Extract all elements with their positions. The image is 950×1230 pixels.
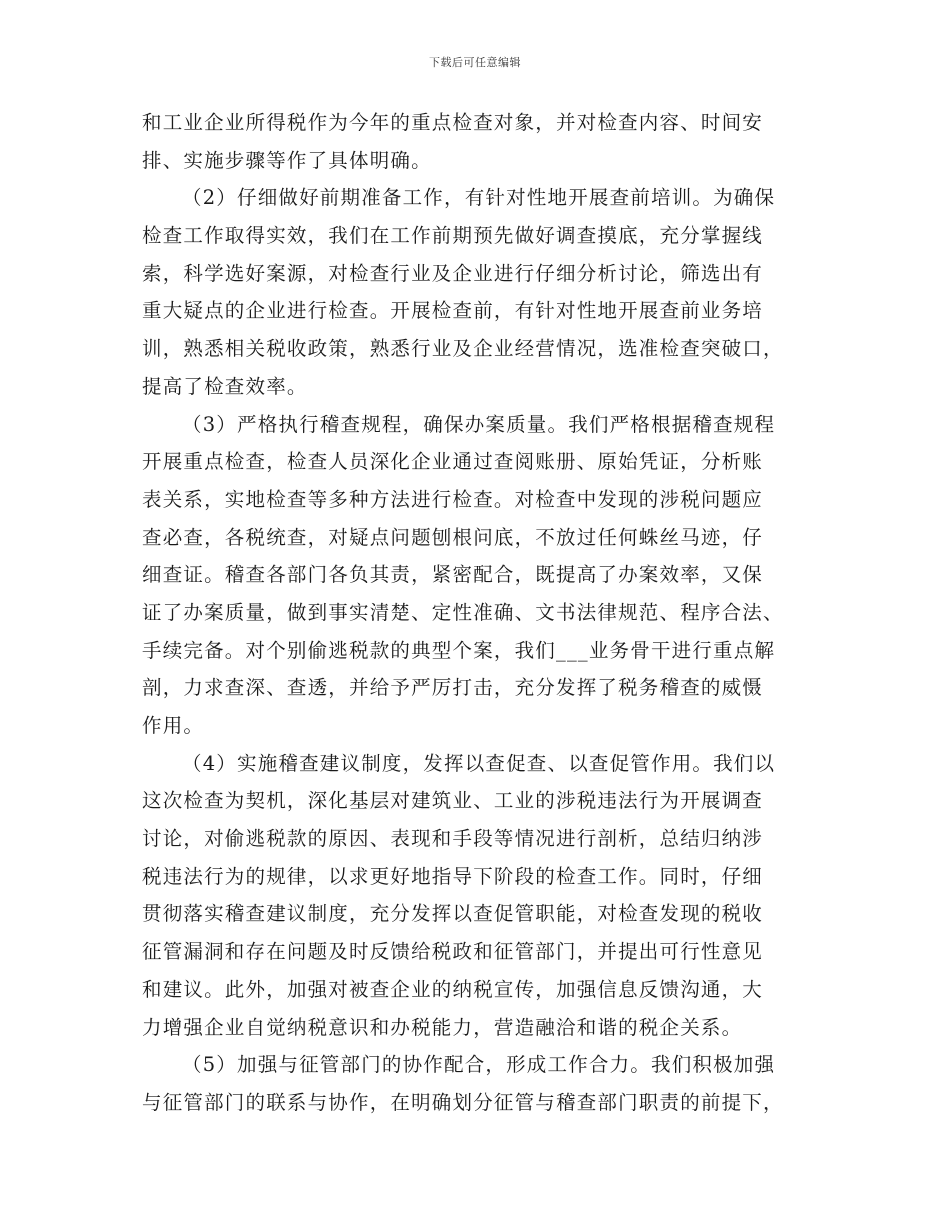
text-line: 和建议。此外，加强对被查企业的纳税宣传，加强信息反馈沟通，大 bbox=[142, 977, 764, 1001]
text-line: 排、实施步骤等作了具体明确。 bbox=[142, 148, 432, 172]
text-line: 贯彻落实稽查建议制度，充分发挥以查促管职能，对检查发现的税收 bbox=[142, 902, 764, 926]
text-line: 重大疑点的企业进行检查。开展检查前，有针对性地开展查前业务培 bbox=[142, 299, 764, 323]
text-line: 提高了检查效率。 bbox=[142, 374, 308, 398]
text-line: 讨论，对偷逃税款的原因、表现和手段等情况进行剖析，总结归纳涉 bbox=[142, 827, 764, 851]
text-line: 力增强企业自觉纳税意识和办税能力，营造融洽和谐的税企关系。 bbox=[142, 1015, 743, 1039]
paragraph-start-line: （4）实施稽查建议制度，发挥以查促查、以查促管作用。我们以 bbox=[182, 751, 776, 775]
paragraph-start-line: （2）仔细做好前期准备工作，有针对性地开展查前培训。为确保 bbox=[182, 186, 776, 210]
text-line: 征管漏洞和存在问题及时反馈给税政和征管部门，并提出可行性意见 bbox=[142, 940, 764, 964]
document-body bbox=[142, 104, 814, 1122]
text-line: 表关系，实地检查等多种方法进行检查。对检查中发现的涉税问题应 bbox=[142, 487, 764, 511]
text-line: 证了办案质量，做到事实清楚、定性准确、文书法律规范、程序合法、 bbox=[142, 600, 784, 624]
text-line: 检查工作取得实效，我们在工作前期预先做好调查摸底，充分掌握线 bbox=[142, 224, 764, 248]
text-line: 和工业企业所得税作为今年的重点检查对象，并对检查内容、时间安 bbox=[142, 111, 764, 134]
paragraph-start-line: （5）加强与征管部门的协作配合，形成工作合力。我们积极加强 bbox=[182, 1053, 776, 1077]
text-line: 索，科学选好案源，对检查行业及企业进行仔细分析讨论，筛选出有 bbox=[142, 261, 764, 285]
text-line: 开展重点检查，检查人员深化企业通过查阅账册、原始凭证，分析账 bbox=[142, 450, 764, 474]
text-line: 训，熟悉相关税收政策，熟悉行业及企业经营情况，选准检查突破口， bbox=[142, 337, 784, 361]
text-line: 这次检查为契机，深化基层对建筑业、工业的涉税违法行为开展调查 bbox=[142, 789, 764, 813]
page-header: 下载后可任意编辑 bbox=[429, 56, 521, 69]
text-line: 税违法行为的规律，以求更好地指导下阶段的检查工作。同时，仔细 bbox=[142, 864, 764, 888]
text-line: 查必查，各税统查，对疑点问题刨根问底，不放过任何蛛丝马迹，仔 bbox=[142, 525, 764, 549]
text-line: 与征管部门的联系与协作，在明确划分征管与稽查部门职责的前提下， bbox=[142, 1090, 784, 1114]
text-line: 手续完备。对个别偷逃税款的典型个案，我们___业务骨干进行重点解 bbox=[142, 638, 776, 662]
paragraph-start-line: （3）严格执行稽查规程，确保办案质量。我们严格根据稽查规程 bbox=[182, 412, 776, 436]
text-line: 作用。 bbox=[142, 714, 205, 737]
text-line: 细查证。稽查各部门各负其责，紧密配合，既提高了办案效率，又保 bbox=[142, 563, 764, 587]
text-line: 剖，力求查深、查透，并给予严厉打击，充分发挥了税务稽查的威慑 bbox=[142, 676, 764, 700]
